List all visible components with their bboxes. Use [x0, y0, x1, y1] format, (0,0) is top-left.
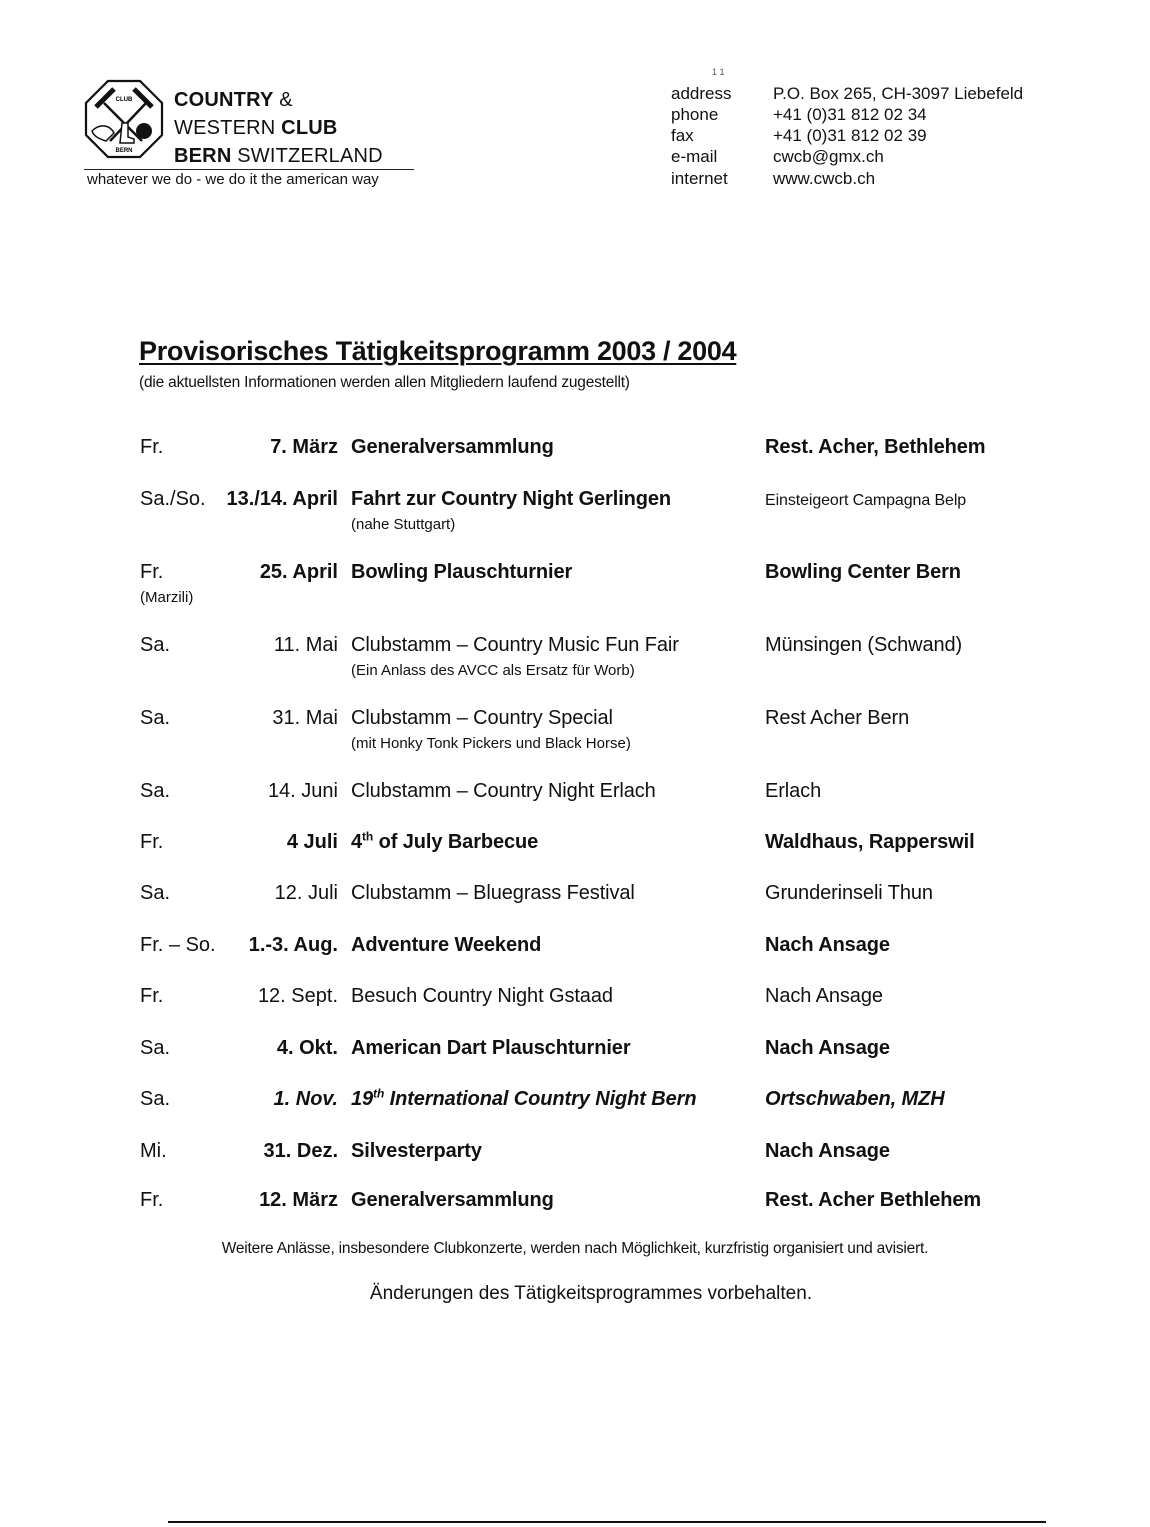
event-note: (Ein Anlass des AVCC als Ersatz für Worb): [351, 662, 635, 679]
event-date: 4 Juli: [286, 831, 338, 853]
event-title: Clubstamm – Bluegrass Festival: [351, 882, 635, 904]
event-day: Fr.: [140, 561, 164, 583]
event-day: Fr.: [140, 985, 164, 1007]
event-location: Rest Acher Bern: [765, 707, 910, 729]
event-title: Adventure Weekend: [351, 934, 542, 956]
event-day: Fr.: [140, 436, 164, 458]
event-date: 7. März: [270, 436, 338, 458]
event-title: Fahrt zur Country Night Gerlingen: [351, 488, 672, 510]
event-location: Münsingen (Schwand): [765, 634, 963, 656]
contact-value-internet[interactable]: www.cwcb.ch: [773, 169, 876, 188]
event-title: Clubstamm – Country Special: [351, 707, 613, 729]
event-day: Fr.: [140, 831, 164, 853]
logo-text-bern: BERN: [115, 148, 133, 154]
event-location: Waldhaus, Rapperswil: [765, 831, 975, 853]
event-row: [0, 934, 1150, 964]
event-title-ordinal: th: [373, 1086, 385, 1101]
event-row: [0, 634, 1150, 679]
event-day: Sa./So.: [140, 488, 206, 510]
event-note: (nahe Stuttgart): [351, 516, 456, 533]
scan-mark: 1 1: [712, 67, 725, 77]
club-name-line3: [174, 142, 383, 170]
event-title: Silvesterparty: [351, 1140, 482, 1162]
event-day: Fr. – So.: [140, 934, 216, 956]
event-row: [0, 1088, 1150, 1118]
event-title: Clubstamm – Country Night Erlach: [351, 780, 656, 802]
event-date: 11. Mai: [273, 634, 338, 656]
event-title-rest: International Country Night Bern: [384, 1088, 697, 1110]
event-location: Nach Ansage: [765, 934, 890, 956]
event-date: 1.-3. Aug.: [248, 934, 338, 956]
club-emblem-icon: [84, 79, 164, 159]
header-divider: [84, 169, 414, 170]
event-date: 4. Okt.: [276, 1037, 338, 1059]
event-row: [0, 707, 1150, 752]
event-title-rest: of July Barbecue: [373, 831, 539, 853]
event-date: 12. März: [259, 1189, 338, 1211]
bottom-divider: [168, 1521, 1046, 1523]
event-title: [351, 1088, 696, 1111]
event-day: Sa.: [140, 707, 171, 729]
event-day: Sa.: [140, 780, 171, 802]
event-date: 14. Juni: [267, 780, 338, 802]
event-day: Sa.: [140, 1088, 171, 1110]
event-date: 12. Sept.: [257, 985, 338, 1007]
club-name-western: WESTERN: [174, 117, 282, 139]
event-location: Grunderinseli Thun: [765, 882, 933, 904]
contact-value-email[interactable]: cwcb@gmx.ch: [773, 147, 884, 166]
event-date: 1. Nov.: [273, 1088, 338, 1110]
contact-value-fax: +41 (0)31 812 02 39: [773, 126, 927, 145]
event-day-note: (Marzili): [140, 589, 194, 606]
club-name-club: CLUB: [281, 117, 338, 139]
event-note: (mit Honky Tonk Pickers und Black Horse): [351, 735, 631, 752]
event-row: [0, 561, 1150, 606]
event-title: American Dart Plauschturnier: [351, 1037, 631, 1059]
event-title-ordinal: th: [362, 829, 374, 844]
event-title: [351, 831, 538, 854]
page-title: Provisorisches Tätigkeitsprogramm 2003 / 2004: [139, 336, 737, 366]
event-row: [0, 831, 1150, 861]
event-row: [0, 1140, 1150, 1170]
club-name-line2: [174, 114, 338, 142]
event-location: Nach Ansage: [765, 1037, 890, 1059]
event-location: Nach Ansage: [765, 1140, 890, 1162]
event-row: [0, 985, 1150, 1015]
event-title: Bowling Plauschturnier: [351, 561, 573, 583]
club-name-switzerland: SWITZERLAND: [231, 145, 383, 167]
event-date: 25. April: [259, 561, 338, 583]
event-day: Mi.: [140, 1140, 167, 1162]
tagline: whatever we do - we do it the american way: [87, 171, 379, 188]
event-date: 31. Mai: [272, 707, 338, 729]
contact-label-fax: fax: [671, 126, 694, 145]
footnote-additional-events: Weitere Anlässe, insbesondere Clubkonzerte, werden nach Möglichkeit, kurzfristig organisiert und avisiert.: [221, 1240, 929, 1257]
event-location: Ortschwaben, MZH: [765, 1088, 945, 1110]
event-date: 31. Dez.: [263, 1140, 338, 1162]
event-title: Generalversammlung: [351, 1189, 554, 1211]
event-row: [0, 488, 1150, 533]
club-name-line1: [174, 86, 293, 114]
event-date: 13./14. April: [226, 488, 338, 510]
event-row: [0, 436, 1150, 466]
event-location: Einsteigeort Campagna Belp: [765, 492, 967, 509]
event-row: [0, 1037, 1150, 1067]
contact-label-internet: internet: [671, 169, 728, 188]
event-location: Bowling Center Bern: [765, 561, 961, 583]
club-name-bern: BERN: [174, 145, 232, 167]
event-location: Rest. Acher Bethlehem: [765, 1189, 982, 1211]
contact-label-email: e-mail: [671, 147, 718, 166]
event-day: Sa.: [140, 634, 171, 656]
club-name-country: COUNTRY: [174, 89, 274, 111]
event-location: Rest. Acher, Bethlehem: [765, 436, 986, 458]
footnote-changes-reserved: Änderungen des Tätigkeitsprogrammes vorbehalten.: [369, 1283, 813, 1304]
event-title: Clubstamm – Country Music Fun Fair: [351, 634, 679, 656]
event-row: [0, 882, 1150, 912]
event-day: Sa.: [140, 1037, 171, 1059]
event-date: 12. Juli: [274, 882, 338, 904]
event-location: Nach Ansage: [765, 985, 883, 1007]
event-location: Erlach: [765, 780, 822, 802]
event-title-prefix: 4: [351, 831, 363, 853]
event-title: Besuch Country Night Gstaad: [351, 985, 613, 1007]
contact-label-address: address: [671, 84, 732, 103]
page-subtitle: (die aktuellsten Informationen werden allen Mitgliedern laufend zugestellt): [139, 374, 630, 391]
event-day: Fr.: [140, 1189, 164, 1211]
contact-value-address: P.O. Box 265, CH-3097 Liebefeld: [773, 84, 1024, 103]
club-name-ampersand: &: [273, 89, 293, 111]
event-row: [0, 1189, 1150, 1219]
logo-text-club: CLUB: [115, 97, 133, 103]
contact-value-phone: +41 (0)31 812 02 34: [773, 105, 927, 124]
event-title: Generalversammlung: [351, 436, 554, 458]
contact-label-phone: phone: [671, 105, 719, 124]
event-title-prefix: 19: [351, 1088, 374, 1110]
event-day: Sa.: [140, 882, 171, 904]
event-row: [0, 780, 1150, 810]
